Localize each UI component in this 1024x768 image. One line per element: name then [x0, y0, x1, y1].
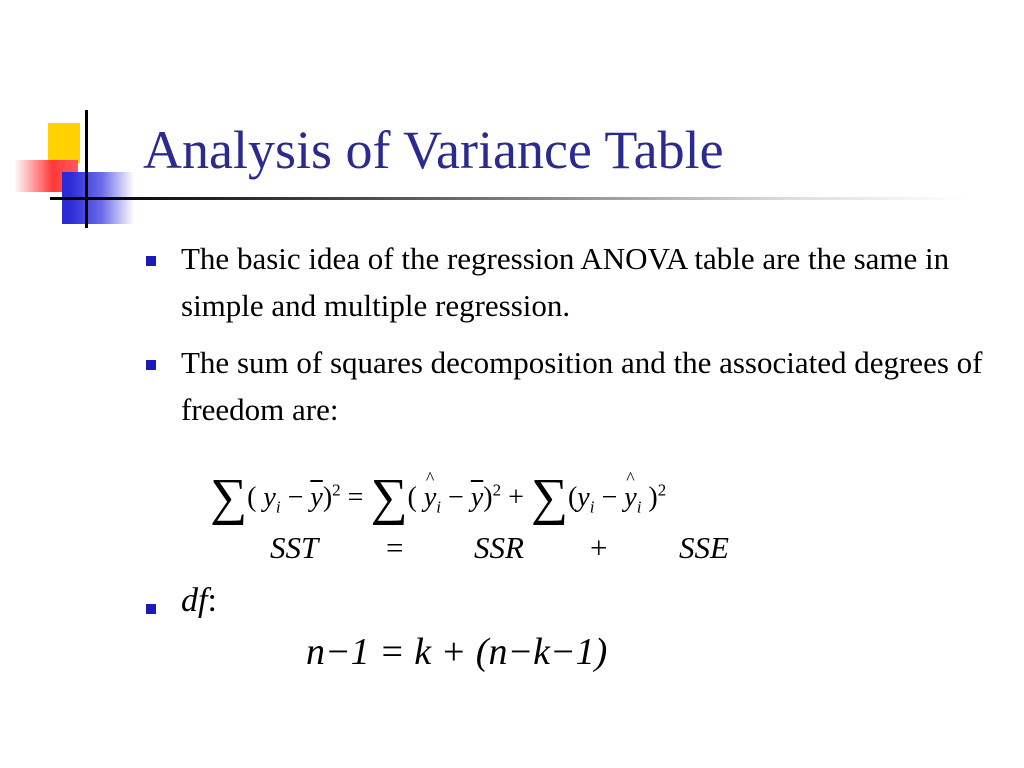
- slide-title: Analysis of Variance Table: [143, 120, 724, 180]
- sst-label: SST: [270, 530, 319, 565]
- logo-vertical-line: [85, 110, 88, 228]
- logo-yellow-square: [48, 123, 80, 163]
- slide-logo-decoration: [0, 0, 140, 240]
- ssr-label: SSR: [474, 530, 524, 565]
- sse-label: SSE: [679, 530, 729, 565]
- bullet-marker-1: [146, 256, 156, 266]
- df-label: df: [181, 582, 208, 619]
- df-colon: :: [207, 582, 217, 619]
- bullet-text-1: The basic idea of the regression ANOVA table are the same in simple and multiple regression.: [181, 241, 950, 323]
- bullet-marker-3: [146, 604, 156, 614]
- bullet-text-2: The sum of squares decomposition and the associated degrees of freedom are:: [181, 345, 983, 427]
- ss-decomposition-equation: ∑( $y_i - \overline{y})^2$ = ∑( ^ $y_i - \overline{y})^2 + \sum(y_i$ − ^ $y_i$ )$^2$: [210, 460, 666, 519]
- bullet-marker-2: [146, 360, 156, 370]
- title-underline: [88, 197, 968, 200]
- df-equation: n−1 = k + (n−k−1): [306, 631, 608, 673]
- df-bullet: [181, 582, 217, 620]
- sst-equals-sign: =: [386, 530, 404, 565]
- ssr-plus-sign: +: [590, 530, 608, 565]
